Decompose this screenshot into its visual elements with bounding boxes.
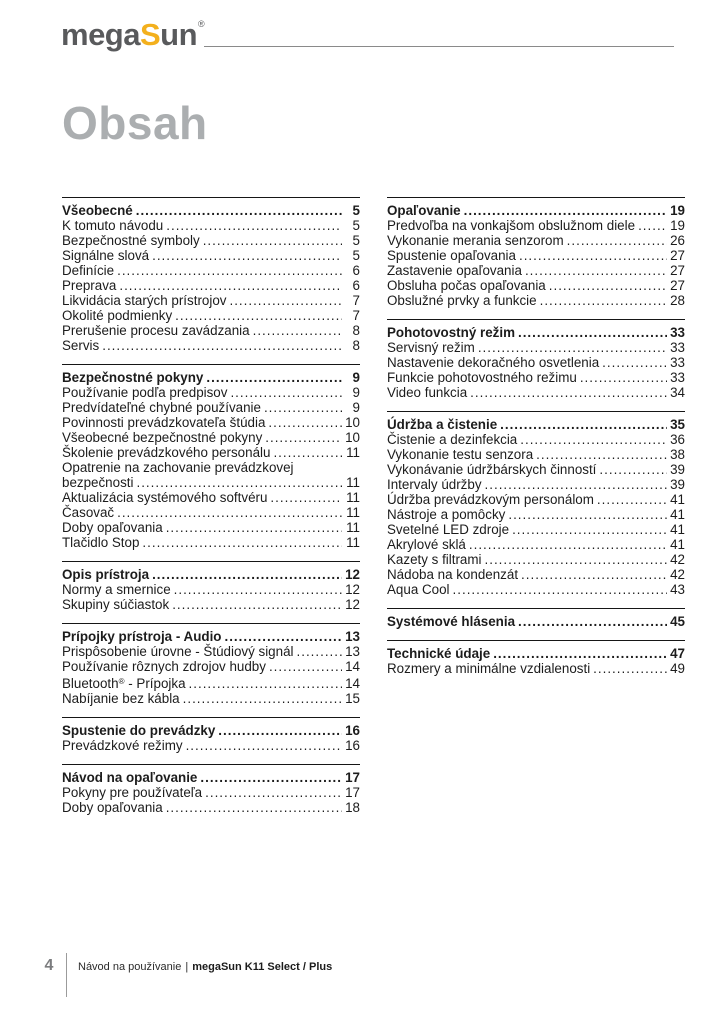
toc-entry: [387, 447, 685, 462]
dot-leader: [540, 293, 667, 308]
toc-entry: [62, 597, 360, 612]
dot-leader: [253, 323, 342, 338]
dot-leader: [224, 629, 342, 644]
toc-entry-label: Systémové hlásenia: [387, 614, 516, 629]
toc-entry-page: 5: [352, 218, 360, 233]
toc-entry-label: Vykonávanie údržbárskych činností: [387, 462, 597, 477]
toc-entry-page: 18: [345, 800, 360, 815]
toc-entry: [387, 233, 685, 248]
toc-entry: [387, 477, 685, 492]
footer-divider: [66, 953, 67, 997]
logo-accent-s: S: [139, 17, 161, 52]
toc-entry: [62, 460, 360, 475]
toc-entry: [62, 338, 360, 353]
toc-entry-page: 41: [670, 537, 685, 552]
dot-leader: [136, 475, 342, 490]
toc-entry: [387, 340, 685, 355]
header-rule: [204, 46, 674, 47]
toc-entry: [387, 248, 685, 263]
toc-entry-page: 6: [352, 278, 360, 293]
toc-section-heading: [62, 203, 360, 218]
toc-entry-label: Obslužné prvky a funkcie: [387, 293, 537, 308]
dot-leader: [119, 278, 342, 293]
toc-entry: [62, 490, 360, 505]
toc-entry-page: 5: [352, 233, 360, 248]
dot-leader: [549, 278, 667, 293]
toc-entry-label: Prerušenie procesu zavádzania: [62, 323, 250, 338]
toc-entry: [387, 293, 685, 308]
toc-entry-page: 7: [352, 308, 360, 323]
toc-entry-label: Video funkcia: [387, 385, 468, 400]
toc-entry-label: Spustenie do prevádzky: [62, 723, 216, 738]
toc-entry-page: 47: [670, 646, 685, 661]
dot-leader: [464, 203, 667, 218]
toc-entry-page: 10: [345, 415, 360, 430]
dot-leader: [521, 567, 667, 582]
toc-entry-label: Intervaly údržby: [387, 477, 482, 492]
toc-entry-label: Údržba a čistenie: [387, 417, 498, 432]
logo-part-un: un: [160, 17, 198, 52]
dot-leader: [508, 507, 667, 522]
toc-entry-page: 15: [345, 691, 360, 706]
dot-leader: [478, 340, 667, 355]
toc-entry-label: Svetelné LED zdroje: [387, 522, 510, 537]
toc-entry-label: Vykonanie merania senzorom: [387, 233, 564, 248]
toc-entry-label: Nástroje a pomôcky: [387, 507, 506, 522]
toc-entry-label: Predvoľba na vonkajšom obslužnom diele: [387, 218, 636, 233]
dot-leader: [270, 490, 342, 505]
toc-entry-page: 13: [345, 629, 360, 644]
dot-leader: [269, 659, 342, 674]
toc-entry: [62, 738, 360, 753]
footer-doc-label: Návod na používanie: [78, 961, 182, 973]
dot-leader: [638, 218, 667, 233]
toc-section: [387, 640, 685, 676]
dot-leader: [485, 477, 667, 492]
megasun-logo: [61, 19, 205, 50]
toc-entry-page: 11: [346, 490, 360, 505]
toc-entry-page: 9: [352, 400, 360, 415]
toc-entry-label: Pohotovostný režim: [387, 325, 515, 340]
toc-entry: [62, 659, 360, 674]
toc-entry-page: 41: [670, 507, 685, 522]
dot-leader: [500, 417, 667, 432]
toc-entry: [62, 218, 360, 233]
toc-entry-label: Funkcie pohotovostného režimu: [387, 370, 577, 385]
toc-entry: [62, 520, 360, 535]
toc-entry-label: Predvídateľné chybné používanie: [62, 400, 261, 415]
toc-entry-label: Obsluha počas opaľovania: [387, 278, 546, 293]
dot-leader: [567, 233, 667, 248]
toc-section: [62, 717, 360, 753]
toc-entry-page: 33: [670, 340, 685, 355]
toc-entry-page: 11: [346, 475, 360, 490]
dot-leader: [142, 535, 342, 550]
toc-entry: [387, 661, 685, 676]
dot-leader: [268, 415, 342, 430]
toc-entry-page: 45: [670, 614, 685, 629]
toc-entry-label: Bezpečnostné symboly: [62, 233, 200, 248]
dot-leader: [166, 800, 342, 815]
toc-entry-label: Bluetooth® - Prípojka: [62, 676, 186, 691]
toc-entry: [62, 263, 360, 278]
toc-section-heading: [62, 370, 360, 385]
dot-leader: [485, 552, 668, 567]
toc-entry-label: Normy a smernice: [62, 582, 171, 597]
dot-leader: [152, 248, 342, 263]
dot-leader: [593, 661, 667, 676]
toc-entry: [387, 522, 685, 537]
toc-entry: [62, 505, 360, 520]
toc-entry-label: Opis prístroja: [62, 567, 150, 582]
toc-entry: [387, 552, 685, 567]
toc-entry: [62, 475, 360, 490]
toc-section: [62, 764, 360, 815]
toc-entry-label: Používanie podľa predpisov: [62, 385, 228, 400]
toc-entry-label: Bezpečnostné pokyny: [62, 370, 204, 385]
toc-entry-label: Vykonanie testu senzora: [387, 447, 534, 462]
toc-entry-page: 8: [352, 338, 360, 353]
toc-section: [387, 197, 685, 308]
toc-entry: [62, 535, 360, 550]
toc-entry: [62, 278, 360, 293]
toc-entry-page: 39: [670, 477, 685, 492]
footer-separator: |: [185, 961, 189, 973]
dot-leader: [602, 355, 667, 370]
toc-entry-label: Technické údaje: [387, 646, 491, 661]
toc-entry-page: 13: [345, 644, 360, 659]
toc-entry: [62, 385, 360, 400]
toc-entry-label: Prípojky prístroja - Audio: [62, 629, 222, 644]
toc-entry-page: 43: [670, 582, 685, 597]
dot-leader: [469, 537, 667, 552]
dot-leader: [297, 644, 343, 659]
toc-column-left: [62, 197, 360, 815]
toc-entry-label: Tlačidlo Stop: [62, 535, 140, 550]
dot-leader: [117, 505, 342, 520]
toc-entry-page: 19: [670, 218, 685, 233]
dot-leader: [203, 233, 342, 248]
toc-entry-page: 41: [670, 492, 685, 507]
toc-entry: [62, 233, 360, 248]
toc-entry-label: Doby opaľovania: [62, 520, 163, 535]
dot-leader: [493, 646, 667, 661]
toc-entry-page: 12: [345, 567, 360, 582]
toc-entry-page: 11: [346, 505, 360, 520]
toc-section: [62, 197, 360, 353]
toc-section-heading: [387, 417, 685, 432]
toc-entry: [62, 582, 360, 597]
toc-entry-label: Čistenie a dezinfekcia: [387, 432, 518, 447]
toc-entry-label: Spustenie opaľovania: [387, 248, 516, 263]
toc-entry-page: 42: [670, 552, 685, 567]
toc-entry-page: 14: [345, 676, 360, 691]
toc-entry: [62, 691, 360, 706]
toc-entry-label: Návod na opaľovanie: [62, 770, 198, 785]
toc-entry-label: Opaľovanie: [387, 203, 461, 218]
toc-entry-label: Pokyny pre používateľa: [62, 785, 203, 800]
registered-mark-icon: ®: [198, 19, 205, 29]
dot-leader: [580, 370, 667, 385]
toc-entry-page: 12: [345, 597, 360, 612]
toc-entry-label: Prispôsobenie úrovne - Štúdiový signál: [62, 644, 294, 659]
dot-leader: [520, 432, 667, 447]
dot-leader: [200, 770, 342, 785]
toc-entry-page: 16: [345, 738, 360, 753]
toc-entry: [62, 644, 360, 659]
toc-entry-page: 5: [352, 203, 360, 218]
toc-entry-label: Zastavenie opaľovania: [387, 263, 522, 278]
dot-leader: [264, 400, 342, 415]
toc-entry-label: Akrylové sklá: [387, 537, 466, 552]
toc-section: [62, 364, 360, 550]
table-of-contents: [62, 197, 684, 815]
toc-entry-label: Preprava: [62, 278, 117, 293]
toc-entry-label: Kazety s filtrami: [387, 552, 482, 567]
toc-entry-page: 26: [670, 233, 685, 248]
toc-section-heading: [62, 770, 360, 785]
dot-leader: [174, 582, 342, 597]
toc-entry-label: Všeobecné: [62, 203, 133, 218]
toc-entry-page: 33: [670, 370, 685, 385]
toc-entry-page: 41: [670, 522, 685, 537]
dot-leader: [152, 567, 342, 582]
dot-leader: [183, 691, 342, 706]
dot-leader: [136, 203, 342, 218]
dot-leader: [518, 614, 667, 629]
footer-product-name: megaSun K11 Select / Plus: [192, 961, 333, 973]
toc-entry-label: K tomuto návodu: [62, 218, 164, 233]
toc-entry-page: 28: [670, 293, 685, 308]
toc-section-heading: [62, 567, 360, 582]
toc-entry: [62, 800, 360, 815]
toc-entry-label: bezpečnosti: [62, 475, 134, 490]
logo-part-mega: mega: [61, 17, 140, 52]
toc-entry: [387, 370, 685, 385]
toc-section-heading: [387, 325, 685, 340]
toc-entry: [387, 385, 685, 400]
dot-leader: [186, 738, 342, 753]
toc-entry-page: 17: [345, 785, 360, 800]
toc-entry-page: 11: [346, 445, 360, 460]
toc-section-heading: [62, 723, 360, 738]
toc-entry-page: 33: [670, 325, 685, 340]
toc-entry: [62, 323, 360, 338]
toc-entry-page: 16: [345, 723, 360, 738]
toc-entry-page: 38: [670, 447, 685, 462]
toc-entry: [62, 308, 360, 323]
dot-leader: [205, 785, 342, 800]
toc-entry-page: 12: [345, 582, 360, 597]
toc-entry-label: Nabíjanie bez kábla: [62, 691, 180, 706]
dot-leader: [102, 338, 342, 353]
toc-entry-label: Používanie rôznych zdrojov hudby: [62, 659, 266, 674]
dot-leader: [166, 520, 342, 535]
toc-entry: [62, 785, 360, 800]
dot-leader: [453, 582, 667, 597]
toc-entry-page: 11: [346, 535, 360, 550]
toc-entry-page: 17: [345, 770, 360, 785]
footer-text: [78, 961, 332, 973]
toc-entry: [387, 492, 685, 507]
toc-entry-page: 42: [670, 567, 685, 582]
toc-entry-label: Rozmery a minimálne vzdialenosti: [387, 661, 591, 676]
toc-entry: [62, 445, 360, 460]
toc-entry: [387, 537, 685, 552]
toc-entry-page: 9: [352, 370, 360, 385]
toc-section-heading: [387, 646, 685, 661]
dot-leader: [519, 248, 667, 263]
toc-entry-label: Údržba prevádzkovým personálom: [387, 492, 594, 507]
toc-entry: [62, 248, 360, 263]
toc-entry: [387, 278, 685, 293]
dot-leader: [175, 308, 342, 323]
toc-entry-page: 9: [352, 385, 360, 400]
toc-entry-label: Servis: [62, 338, 100, 353]
toc-entry: [387, 507, 685, 522]
toc-entry-page: 6: [352, 263, 360, 278]
toc-entry-page: 19: [670, 203, 685, 218]
toc-entry-label: Skupiny súčiastok: [62, 597, 170, 612]
toc-entry-page: 14: [345, 659, 360, 674]
dot-leader: [536, 447, 667, 462]
toc-section: [387, 411, 685, 597]
dot-leader: [470, 385, 667, 400]
toc-entry-label: Časovač: [62, 505, 115, 520]
toc-section: [62, 561, 360, 612]
toc-entry: [62, 430, 360, 445]
toc-entry-page: 36: [670, 432, 685, 447]
dot-leader: [166, 218, 342, 233]
dot-leader: [172, 597, 342, 612]
dot-leader: [206, 370, 342, 385]
toc-entry-page: 27: [670, 263, 685, 278]
toc-entry: [62, 674, 360, 691]
dot-leader: [218, 723, 342, 738]
dot-leader: [597, 492, 667, 507]
toc-entry-label: Servisný režim: [387, 340, 475, 355]
toc-section-heading: [387, 203, 685, 218]
dot-leader: [518, 325, 667, 340]
toc-entry-label: Povinnosti prevádzkovateľa štúdia: [62, 415, 266, 430]
toc-entry: [387, 218, 685, 233]
toc-entry-page: 35: [670, 417, 685, 432]
toc-entry-page: 49: [670, 661, 685, 676]
toc-entry: [387, 582, 685, 597]
toc-entry-label: Všeobecné bezpečnostné pokyny: [62, 430, 263, 445]
toc-entry: [62, 400, 360, 415]
toc-entry: [387, 432, 685, 447]
toc-section: [387, 319, 685, 400]
dot-leader: [525, 263, 667, 278]
toc-entry: [62, 293, 360, 308]
toc-entry-page: 7: [352, 293, 360, 308]
toc-entry-label: Prevádzkové režimy: [62, 738, 183, 753]
toc-section: [387, 608, 685, 629]
toc-entry-page: 34: [670, 385, 685, 400]
dot-leader: [230, 385, 342, 400]
dot-leader: [229, 293, 342, 308]
toc-entry-page: 27: [670, 278, 685, 293]
page-number: 4: [44, 957, 54, 974]
dot-leader: [599, 462, 667, 477]
toc-entry-label: Doby opaľovania: [62, 800, 163, 815]
toc-entry-label: Nádoba na kondenzát: [387, 567, 519, 582]
toc-section: [62, 623, 360, 706]
toc-entry: [387, 567, 685, 582]
dot-leader: [117, 263, 342, 278]
toc-entry-label: Opatrenie na zachovanie prevádzkovej: [62, 460, 294, 475]
toc-entry-page: 5: [352, 248, 360, 263]
toc-entry-label: Okolité podmienky: [62, 308, 173, 323]
toc-section-heading: [387, 614, 685, 629]
toc-entry-label: Definície: [62, 263, 115, 278]
dot-leader: [273, 445, 342, 460]
toc-section-heading: [62, 629, 360, 644]
toc-entry-label: Aqua Cool: [387, 582, 450, 597]
toc-entry-label: Aktualizácia systémového softvéru: [62, 490, 268, 505]
toc-entry-label: Likvidácia starých prístrojov: [62, 293, 227, 308]
dot-leader: [265, 430, 342, 445]
page-title: Obsah: [62, 97, 208, 149]
toc-column-right: [387, 197, 685, 815]
toc-entry-page: 8: [352, 323, 360, 338]
toc-entry: [62, 415, 360, 430]
toc-entry-label: Školenie prevádzkového personálu: [62, 445, 271, 460]
toc-entry-page: 10: [345, 430, 360, 445]
dot-leader: [512, 522, 667, 537]
dot-leader: [189, 676, 342, 691]
toc-entry-page: 11: [346, 520, 360, 535]
toc-entry: [387, 462, 685, 477]
toc-entry-page: 33: [670, 355, 685, 370]
toc-entry-page: 27: [670, 248, 685, 263]
toc-entry: [387, 355, 685, 370]
toc-entry: [387, 263, 685, 278]
toc-entry-label: Nastavenie dekoračného osvetlenia: [387, 355, 600, 370]
toc-entry-label: Signálne slová: [62, 248, 150, 263]
toc-entry-page: 39: [670, 462, 685, 477]
